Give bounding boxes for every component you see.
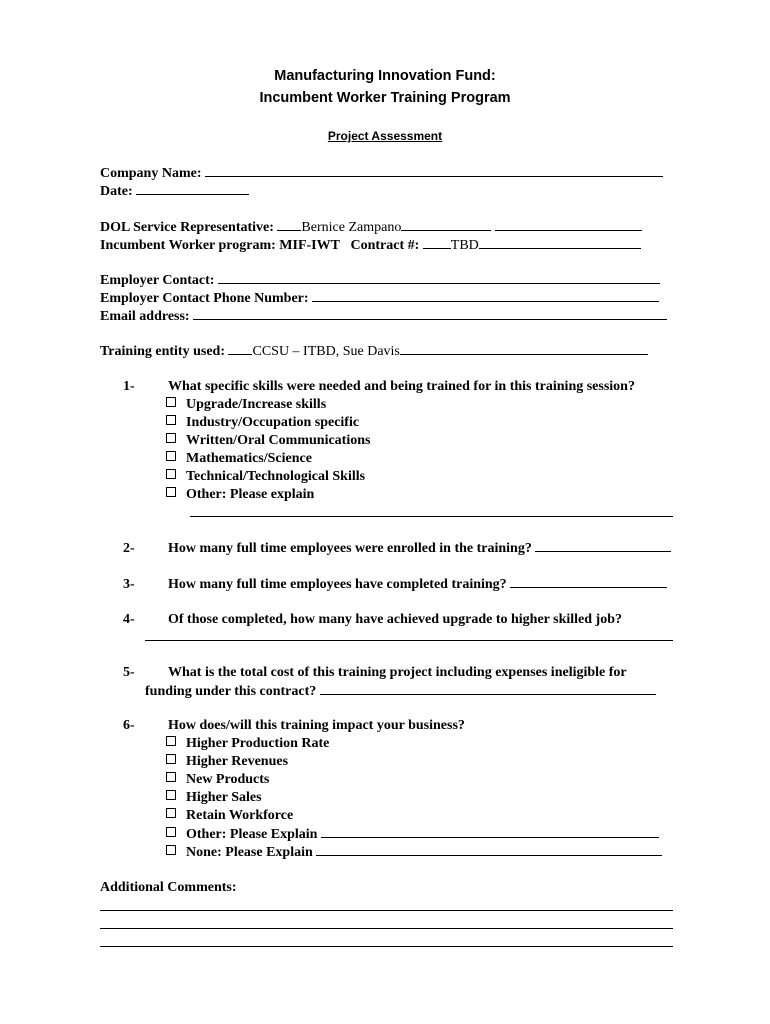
question-4-number: 4- [123,612,135,627]
program-label: Incumbent Worker program: MIF-IWT [100,238,340,253]
checkbox-icon[interactable] [166,845,176,855]
program-row [100,236,641,253]
q1-option-label: Upgrade/Increase skills [186,397,327,412]
q6-option[interactable] [166,825,659,843]
question-2-text: How many full time employees were enrolled in the training? [168,541,532,556]
question-6-text: How does/will this training impact your business? [168,718,465,733]
contract-blank-tail [479,236,641,249]
q6-option-label: None: Please Explain [186,845,313,860]
q1-option[interactable] [166,432,370,449]
date-field[interactable] [136,182,249,195]
q6-option[interactable] [166,807,293,824]
training-entity-blank-tail [400,342,648,355]
training-entity-row [100,342,648,359]
checkbox-icon[interactable] [166,736,176,746]
comments-line[interactable] [100,928,673,929]
q6-option-label: Higher Revenues [186,754,289,769]
question-5-cont [145,682,656,699]
q1-option-label: Other: Please explain [186,487,315,502]
q1-option[interactable] [166,450,312,467]
q1-option-label: Mathematics/Science [186,451,312,466]
question-4 [100,611,622,628]
q1-option[interactable] [166,468,365,485]
q6-option[interactable] [166,843,662,861]
q6-none-explain-field[interactable] [316,843,662,856]
company-name-row [100,164,663,181]
employer-contact-label: Employer Contact: [100,273,215,288]
comments-line[interactable] [100,910,673,911]
employer-contact-row [100,271,660,288]
question-3-number: 3- [123,577,135,592]
q1-option-label: Industry/Occupation specific [186,415,360,430]
q6-option-label: Higher Production Rate [186,736,330,751]
employer-phone-row [100,289,659,306]
question-6 [100,717,465,734]
contract-blank-lead [423,236,451,249]
checkbox-icon[interactable] [166,487,176,497]
dol-row [100,218,642,235]
checkbox-icon[interactable] [166,808,176,818]
question-1-text: What specific skills were needed and being trained for in this training session? [168,379,635,394]
employer-phone-field[interactable] [312,289,659,302]
checkbox-icon[interactable] [166,754,176,764]
checkbox-icon[interactable] [166,451,176,461]
question-5-text-line1: What is the total cost of this training project including expenses ineligible for [168,665,627,680]
form-title-line2: Incumbent Worker Training Program [259,90,511,106]
checkbox-icon[interactable] [166,433,176,443]
dol-blank-tail [495,218,642,231]
question-5-number: 5- [123,665,135,680]
form-subtitle: Project Assessment [327,129,443,143]
q6-option-label: New Products [186,772,270,787]
q1-option[interactable] [166,396,326,413]
checkbox-icon[interactable] [166,469,176,479]
q6-option[interactable] [166,753,288,770]
email-label: Email address: [100,309,190,324]
q5-answer-field[interactable] [320,682,656,695]
q1-option-label: Technical/Technological Skills [186,469,366,484]
question-5-text-line2: funding under this contract? [145,684,317,699]
q1-explain-line[interactable] [190,516,673,517]
dol-value[interactable]: Bernice Zampano [301,220,402,235]
question-3 [100,575,667,592]
email-row [100,307,667,324]
additional-comments-label: Additional Comments: [100,880,237,895]
training-entity-label: Training entity used: [100,344,225,359]
date-label: Date: [100,184,133,199]
checkbox-icon[interactable] [166,790,176,800]
training-entity-blank-lead [228,342,252,355]
question-2 [100,539,671,556]
q6-option-label: Higher Sales [186,790,262,805]
q4-answer-line[interactable] [145,640,673,641]
q6-option[interactable] [166,789,262,806]
dol-blank-mid [401,218,491,231]
company-name-field[interactable] [205,164,663,177]
q6-other-explain-field[interactable] [321,825,659,838]
email-field[interactable] [193,307,667,320]
checkbox-icon[interactable] [166,827,176,837]
checkbox-icon[interactable] [166,397,176,407]
employer-phone-label: Employer Contact Phone Number: [100,291,309,306]
contract-value[interactable]: TBD [450,238,479,253]
question-1 [100,378,635,395]
q1-option-label: Written/Oral Communications [186,433,371,448]
contract-label: Contract #: [350,238,420,253]
question-1-number: 1- [123,379,135,394]
q6-option-label: Other: Please Explain [186,827,318,842]
training-entity-value[interactable]: CCSU – ITBD, Sue Davis [252,344,400,359]
q6-option[interactable] [166,771,269,788]
q6-option[interactable] [166,735,329,752]
q6-option-label: Retain Workforce [186,808,294,823]
question-3-text: How many full time employees have completed training? [168,577,507,592]
q3-answer-field[interactable] [510,575,667,588]
q2-answer-field[interactable] [535,539,671,552]
form-title-line1: Manufacturing Innovation Fund: [274,68,496,84]
dol-label: DOL Service Representative: [100,220,274,235]
employer-contact-field[interactable] [218,271,660,284]
dol-blank-lead [277,218,301,231]
q1-option[interactable] [166,486,314,503]
question-6-number: 6- [123,718,135,733]
date-row [100,182,249,199]
q1-option[interactable] [166,414,359,431]
checkbox-icon[interactable] [166,415,176,425]
comments-line[interactable] [100,946,673,947]
question-5 [100,664,627,681]
checkbox-icon[interactable] [166,772,176,782]
question-2-number: 2- [123,541,135,556]
question-4-text: Of those completed, how many have achieved upgrade to higher skilled job? [168,612,622,627]
company-name-label: Company Name: [100,166,202,181]
